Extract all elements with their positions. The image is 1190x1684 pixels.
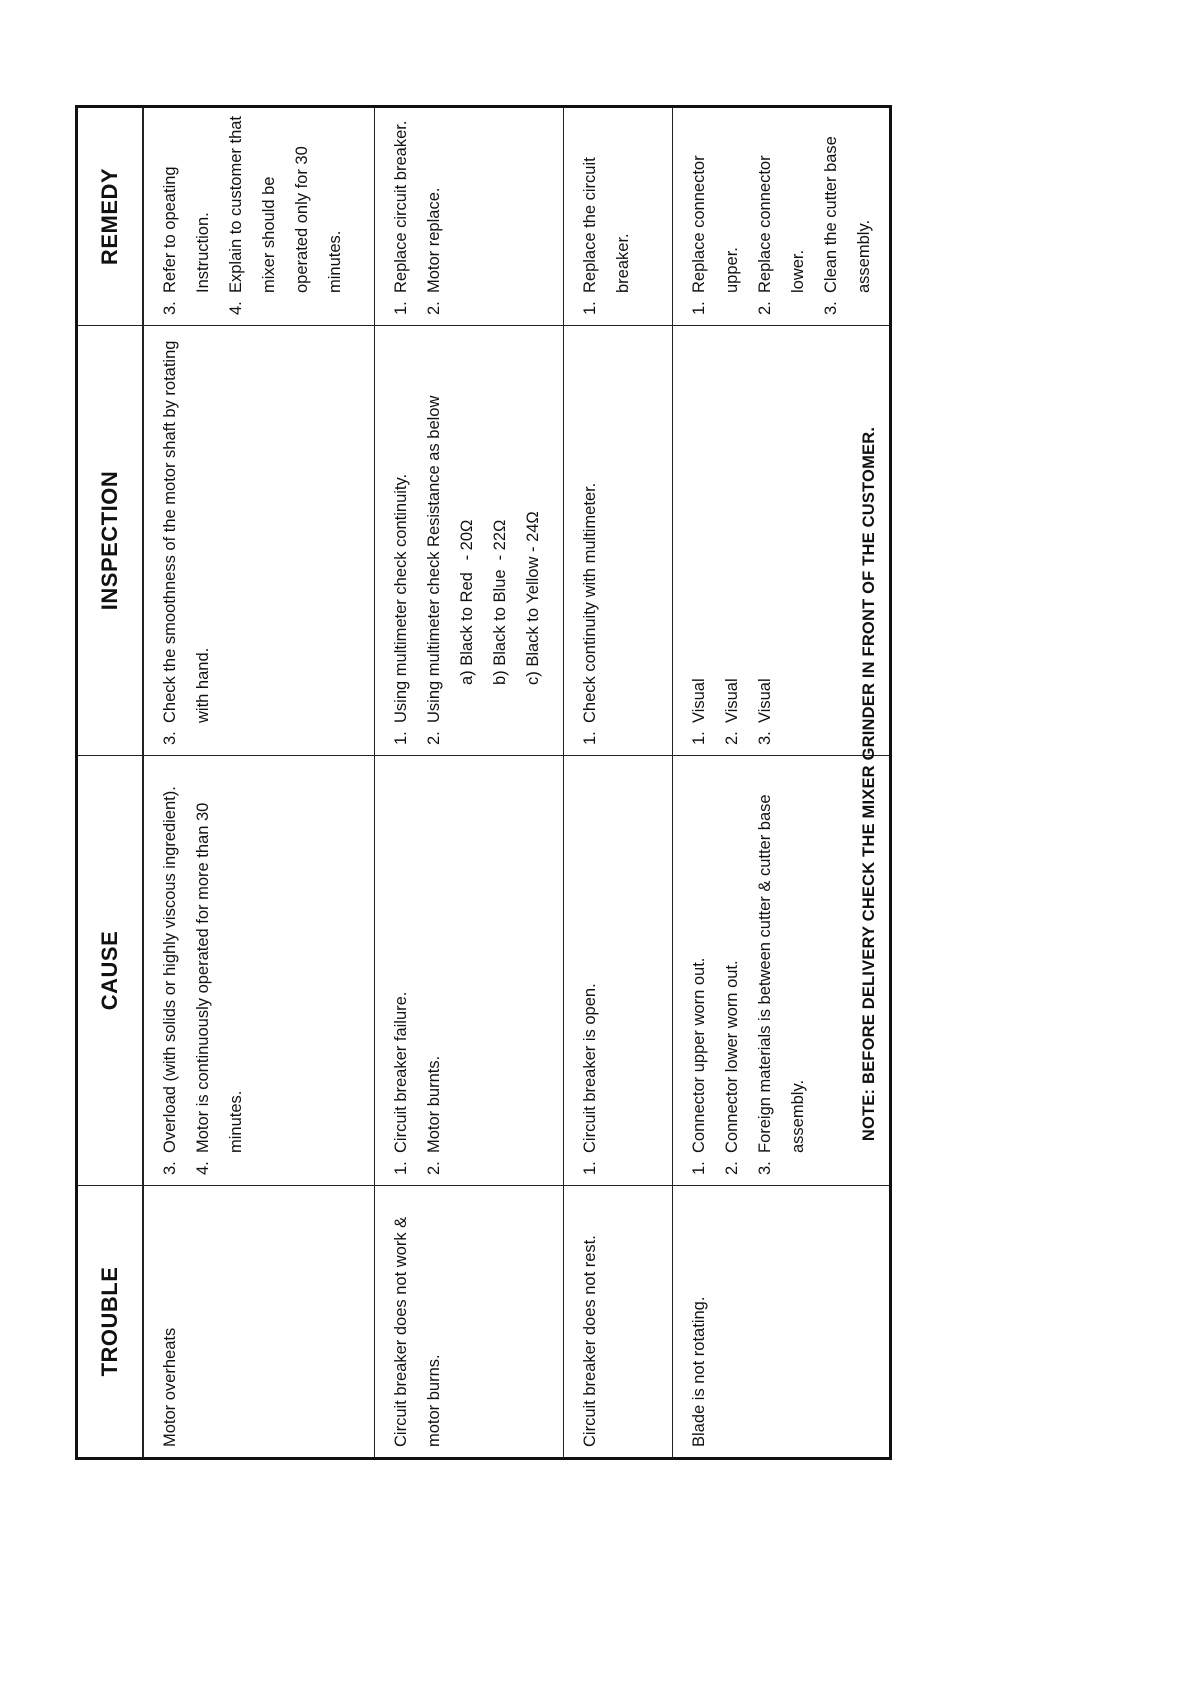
resistance-sub-item — [451, 334, 484, 745]
item-text: Circuit breaker failure. — [392, 991, 410, 1153]
list-item — [418, 764, 451, 1175]
item-number: 4. — [194, 1161, 212, 1175]
item-text: Visual — [756, 678, 774, 723]
item-text: Connector upper worn out. — [690, 957, 708, 1153]
trouble-text: Blade is not rotating. — [690, 1296, 708, 1447]
trouble-text: Circuit breaker does not rest. — [581, 1235, 599, 1447]
list-item — [683, 116, 749, 315]
inspection-cell — [564, 326, 673, 756]
header-remedy: REMEDY — [77, 107, 144, 326]
item-number: 2. — [756, 301, 774, 315]
item-number: 3. — [822, 301, 840, 315]
item-number: 1. — [392, 731, 410, 745]
item-number: 1. — [690, 1161, 708, 1175]
item-number: 1. — [581, 731, 599, 745]
item-number: 3. — [756, 731, 774, 745]
remedy-cell — [375, 107, 564, 326]
table-row — [564, 107, 673, 1459]
item-number: 3. — [161, 301, 179, 315]
item-text: Visual — [690, 678, 708, 723]
list-item — [385, 334, 418, 745]
item-text: Replace the circuit breaker. — [581, 157, 632, 293]
item-text: Connector lower worn out. — [723, 960, 741, 1153]
item-text: Overload (with solids or highly viscous ingredient). — [161, 786, 179, 1153]
list-item — [154, 334, 220, 745]
cause-cell — [673, 756, 891, 1186]
list-item — [574, 116, 640, 315]
resistance-sub-item — [484, 334, 517, 745]
item-number: 1. — [392, 301, 410, 315]
item-number: 1. — [690, 731, 708, 745]
list-item — [154, 116, 220, 315]
item-text: Explain to customer that mixer should be operated only for 30 minutes. — [227, 115, 344, 293]
resistance-label: b) Black to Blue — [491, 569, 509, 685]
cause-cell — [564, 756, 673, 1186]
list-item — [749, 764, 815, 1175]
list-item — [716, 764, 749, 1175]
item-number: 4. — [227, 301, 245, 315]
item-text: Using multimeter check continuity. — [392, 473, 410, 723]
item-number: 2. — [425, 301, 443, 315]
table-row — [375, 107, 564, 1459]
item-text: Motor is continuously operated for more than 30 minutes. — [194, 802, 245, 1153]
item-number: 3. — [161, 1161, 179, 1175]
header-inspection: INSPECTION — [77, 326, 144, 756]
trouble-cell — [564, 1186, 673, 1459]
trouble-cell — [375, 1186, 564, 1459]
delivery-note: NOTE: BEFORE DELIVERY CHECK THE MIXER GRINDER IN FRONT OF THE CUSTOMER. — [860, 426, 878, 1142]
table-row — [673, 107, 891, 1459]
trouble-text: Circuit breaker does not work & motor burns. — [392, 1216, 443, 1447]
item-text: Foreign materials is between cutter & cutter base assembly. — [756, 794, 807, 1153]
item-text: Replace circuit breaker. — [392, 120, 410, 293]
list-item — [187, 764, 253, 1175]
list-item — [683, 764, 716, 1175]
table-row — [143, 107, 375, 1459]
item-text: Check the smoothness of the motor shaft by rotating with hand. — [161, 340, 212, 723]
trouble-cell — [143, 1186, 375, 1459]
item-text: Replace connector upper. — [690, 155, 741, 293]
list-item — [574, 334, 607, 745]
list-item — [220, 116, 352, 315]
list-item — [749, 334, 782, 745]
resistance-value: - 24Ω — [524, 511, 542, 552]
item-text: Motor burnts. — [425, 1055, 443, 1153]
item-number: 2. — [425, 731, 443, 745]
item-text: Replace connector lower. — [756, 155, 807, 293]
cause-cell — [143, 756, 375, 1186]
list-item — [418, 334, 451, 745]
item-number: 1. — [581, 1161, 599, 1175]
list-item — [154, 764, 187, 1175]
list-item — [683, 334, 716, 745]
resistance-label: a) Black to Red — [458, 572, 476, 685]
list-item — [385, 764, 418, 1175]
item-number: 2. — [723, 731, 741, 745]
item-text: Visual — [723, 678, 741, 723]
inspection-cell — [673, 326, 891, 756]
item-number: 3. — [756, 1161, 774, 1175]
resistance-label: c) Black to Yellow — [524, 556, 542, 685]
trouble-text: Motor overheats — [161, 1327, 179, 1447]
rotated-page-content — [75, 110, 878, 1460]
header-cause: CAUSE — [77, 756, 144, 1186]
item-number: 3. — [161, 731, 179, 745]
troubleshooting-table — [75, 105, 892, 1460]
item-number: 1. — [581, 301, 599, 315]
trouble-cell — [673, 1186, 891, 1459]
cause-cell — [375, 756, 564, 1186]
resistance-value: - 20Ω — [458, 519, 476, 561]
item-text: Clean the cutter base assembly. — [822, 136, 873, 293]
list-item — [716, 334, 749, 745]
item-number: 2. — [425, 1161, 443, 1175]
resistance-sub-item — [517, 334, 550, 745]
item-text: Check continuity with multimeter. — [581, 482, 599, 723]
list-item — [385, 116, 418, 315]
resistance-value: - 22Ω — [491, 519, 509, 561]
item-number: 2. — [723, 1161, 741, 1175]
inspection-cell — [375, 326, 564, 756]
list-item — [574, 764, 607, 1175]
remedy-cell — [564, 107, 673, 326]
remedy-cell — [673, 107, 891, 326]
list-item — [418, 116, 451, 315]
remedy-cell — [143, 107, 375, 326]
item-text: Using multimeter check Resistance as below — [425, 395, 443, 723]
inspection-cell — [143, 326, 375, 756]
item-text: Circuit breaker is open. — [581, 983, 599, 1153]
list-item — [749, 116, 815, 315]
item-text: Motor replace. — [425, 187, 443, 293]
item-number: 1. — [690, 301, 708, 315]
header-trouble: TROUBLE — [77, 1186, 144, 1459]
item-number: 1. — [392, 1161, 410, 1175]
header-row — [77, 107, 144, 1459]
item-text: Refer to opeating Instruction. — [161, 166, 212, 293]
